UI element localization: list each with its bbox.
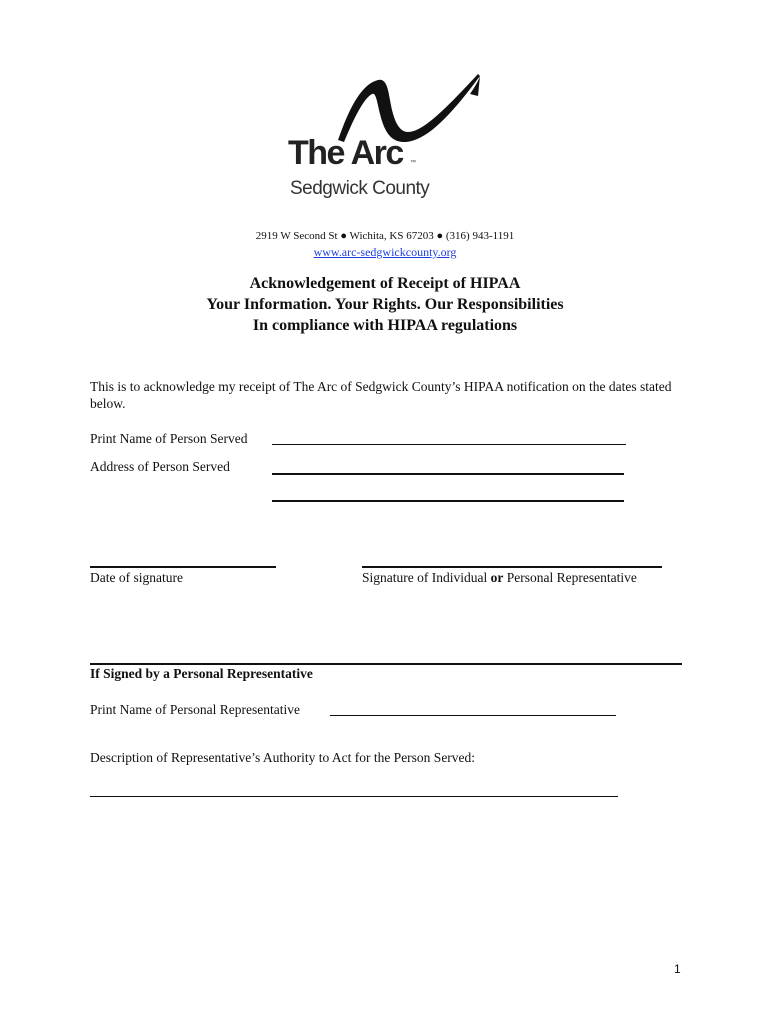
org-address: 2919 W Second St ● Wichita, KS 67203 ● (316) 943-1191 [255,230,515,242]
rep-section-heading: If Signed by a Personal Representative [90,666,313,681]
intro-paragraph: This is to acknowledge my receipt of The Arc of Sedgwick County’s HIPAA notification on the dates stated below. [90,379,672,411]
rep-print-name-field[interactable] [330,715,616,716]
page-number: 1 [674,962,681,976]
logo-trademark: ™ [410,160,416,166]
arc-brush-shape [338,74,480,142]
address-label: Address of Person Served [90,459,230,474]
date-signature-field[interactable] [90,566,276,568]
print-name-field[interactable] [272,444,626,445]
section-divider [90,663,682,665]
logo-subtitle: Sedgwick County [290,178,430,199]
print-name-label: Print Name of Person Served [90,431,248,446]
signature-label: Signature of Individual or Personal Representative [362,570,637,585]
doc-title-line3: In compliance with HIPAA regulations [252,317,518,334]
date-signature-label: Date of signature [90,570,183,585]
signature-field[interactable] [362,566,662,568]
website-link[interactable]: www.arc-sedgwickcounty.org [313,245,457,259]
rep-authority-field[interactable] [90,796,618,797]
doc-title-line2: Your Information. Your Rights. Our Responsibilities [206,296,564,313]
logo-wordmark: The Arc [288,134,403,172]
address-field-line1[interactable] [272,473,624,475]
address-field-line2[interactable] [272,500,624,502]
rep-authority-label: Description of Representative’s Authority to Act for the Person Served: [90,750,476,765]
rep-print-name-label: Print Name of Personal Representative [90,702,300,717]
doc-title-line1: Acknowledgement of Receipt of HIPAA [249,275,521,292]
